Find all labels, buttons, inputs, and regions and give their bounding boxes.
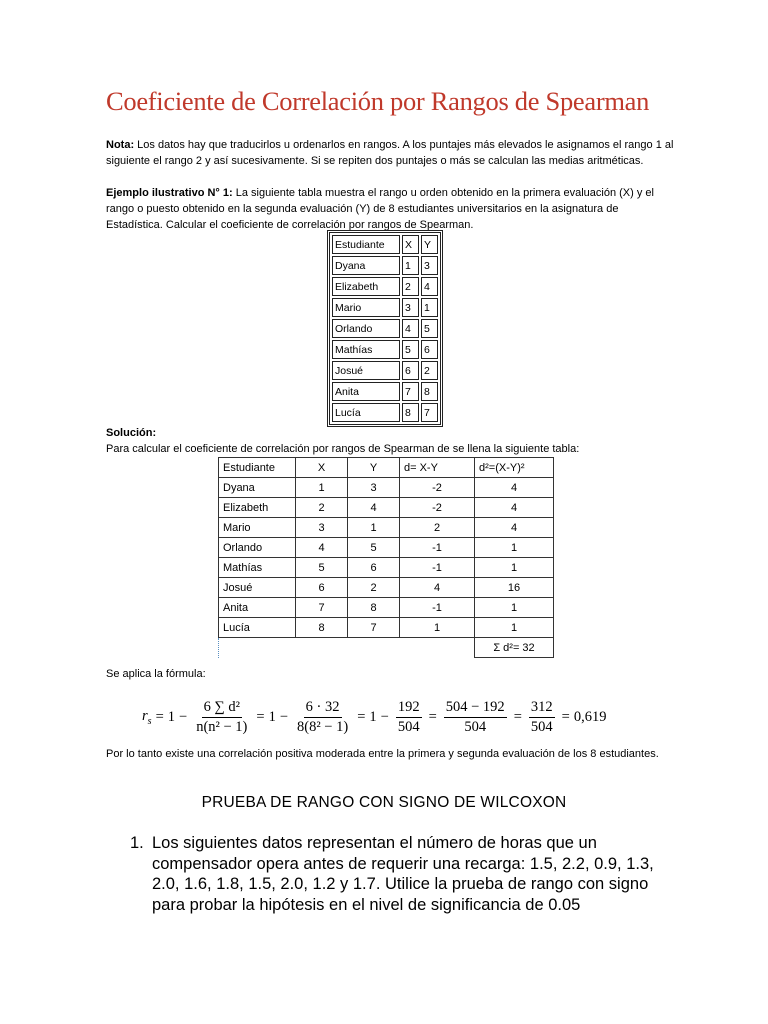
fraction-common <box>444 699 507 736</box>
table-cell: 2 <box>421 361 438 380</box>
section-heading: PRUEBA DE RANGO CON SIGNO DE WILCOXON <box>201 794 567 811</box>
formula-subscript: s <box>147 715 152 727</box>
table-row <box>219 518 554 538</box>
table-cell: Lucía <box>219 618 296 638</box>
header-cell: Estudiante <box>332 235 400 254</box>
fraction-numerator: 6 · 32 <box>304 699 342 718</box>
table-cell: 8 <box>348 598 400 618</box>
table-cell: 4 <box>475 518 554 538</box>
table-cell: 8 <box>402 403 419 422</box>
table-cell: 2 <box>400 518 475 538</box>
equals-sign: = <box>428 708 437 725</box>
equals-sign: = <box>357 708 366 725</box>
table-row <box>219 498 554 518</box>
table-cell: 7 <box>296 598 348 618</box>
table-cell: 3 <box>402 298 419 317</box>
fraction-simplified <box>396 699 422 736</box>
table-cell: Orlando <box>219 538 296 558</box>
table-cell: 8 <box>296 618 348 638</box>
fraction-numerator: 6 ∑ d² <box>202 699 242 718</box>
header-cell: Y <box>348 458 400 478</box>
fraction-numerator: 192 <box>396 699 422 718</box>
formula-intro: Se aplica la fórmula: <box>106 668 206 680</box>
fraction-denominator: n(n² − 1) <box>196 718 248 735</box>
table-row <box>332 361 438 380</box>
example-paragraph <box>106 185 676 233</box>
table-row <box>219 598 554 618</box>
table-row <box>332 319 438 338</box>
table-cell: 5 <box>421 319 438 338</box>
table-header-row <box>332 235 438 254</box>
table-cell: 6 <box>348 558 400 578</box>
table-row <box>332 403 438 422</box>
table-header-row <box>219 458 554 478</box>
fraction-denominator: 504 <box>464 718 487 735</box>
empty-cell <box>219 638 475 658</box>
table-cell: Mario <box>219 518 296 538</box>
table-cell: -1 <box>400 538 475 558</box>
table-cell: -1 <box>400 598 475 618</box>
fraction-denominator: 8(8² − 1) <box>297 718 349 735</box>
table-cell: 1 <box>348 518 400 538</box>
table-cell: Mathías <box>332 340 400 359</box>
table-cell: 1 <box>421 298 438 317</box>
table-cell: 6 <box>296 578 348 598</box>
table-row <box>219 578 554 598</box>
table-cell: 3 <box>348 478 400 498</box>
table-cell: Dyana <box>219 478 296 498</box>
table-cell: -2 <box>400 498 475 518</box>
table-cell: 1 <box>402 256 419 275</box>
note-text: Los datos hay que traducirlos u ordenarlos en rangos. A los puntajes más elevados le asignamos el rango 1 al siguiente el rango 2 y así sucesivamente. Si se repiten dos puntajes o más se calculan las medias aritméticas. <box>106 139 674 167</box>
fraction-general <box>194 699 249 736</box>
table-cell: Anita <box>332 382 400 401</box>
table-cell: 4 <box>475 498 554 518</box>
table-cell: 7 <box>348 618 400 638</box>
table-cell: 4 <box>402 319 419 338</box>
table-cell: Josué <box>219 578 296 598</box>
table-row <box>332 340 438 359</box>
table-row <box>332 256 438 275</box>
exercise-item <box>130 833 660 915</box>
formula-one: 1 <box>369 708 377 725</box>
formula-result: 0,619 <box>573 708 607 725</box>
table-cell: Orlando <box>332 319 400 338</box>
example-label: Ejemplo ilustrativo N° 1: <box>106 187 233 199</box>
exercise-number: 1. <box>130 834 144 852</box>
table-cell: 3 <box>296 518 348 538</box>
header-cell: Estudiante <box>219 458 296 478</box>
equals-sign: = <box>155 708 164 725</box>
minus-sign: − <box>179 708 188 725</box>
table-cell: Josué <box>332 361 400 380</box>
table-row <box>219 538 554 558</box>
table-cell: 4 <box>296 538 348 558</box>
table-cell: 5 <box>402 340 419 359</box>
table-cell: -1 <box>400 558 475 578</box>
table-cell: 2 <box>296 498 348 518</box>
table-cell: 4 <box>421 277 438 296</box>
note-label: Nota: <box>106 139 135 151</box>
header-cell: Y <box>421 235 438 254</box>
equals-sign: = <box>561 708 570 725</box>
table-cell: 4 <box>475 478 554 498</box>
table-cell: 2 <box>402 277 419 296</box>
table-cell: 1 <box>475 618 554 638</box>
table-cell: 3 <box>421 256 438 275</box>
table-cell: 6 <box>402 361 419 380</box>
table-row <box>332 298 438 317</box>
page-title: Coeficiente de Correlación por Rangos de Spearman <box>106 86 650 116</box>
formula-r: r <box>142 707 148 724</box>
table-cell: Dyana <box>332 256 400 275</box>
solution-label: Solución: <box>106 427 157 439</box>
table-cell: 4 <box>348 498 400 518</box>
table-cell: Elizabeth <box>332 277 400 296</box>
fraction-final <box>529 699 555 736</box>
header-cell: X <box>402 235 419 254</box>
equals-sign: = <box>513 708 522 725</box>
table-cell: -2 <box>400 478 475 498</box>
table-row <box>219 558 554 578</box>
ranks-table <box>327 230 443 427</box>
solution-text: Para calcular el coeficiente de correlación por rangos de Spearman de se llena la siguiente tabla: <box>106 443 580 455</box>
example-text: La siguiente tabla muestra el rango u orden obtenido en la primera evaluación (X) y el rango o puesto obtenido en la segunda evaluación (Y) de 8 estudiantes universitarios en la asignatura de Estadística. Calcular el coeficiente de correlación por rangos de Spearman. <box>106 187 654 231</box>
header-cell: d= X-Y <box>400 458 475 478</box>
table-cell: 8 <box>421 382 438 401</box>
solution-paragraph <box>106 425 676 457</box>
minus-sign: − <box>380 708 389 725</box>
fraction-denominator: 504 <box>397 718 420 735</box>
table-row <box>332 277 438 296</box>
note-paragraph <box>106 137 676 169</box>
formula-one: 1 <box>268 708 276 725</box>
table-sum-row <box>219 638 554 658</box>
formula-lhs <box>142 708 152 727</box>
formula-one: 1 <box>167 708 175 725</box>
exercise-text: Los siguientes datos representan el número de horas que un compensador opera antes de requerir una recarga: 1.5, 2.2, 0.9, 1.3, 2.0, 1.6, 1.8, 1.5, 2.0, 1.2 y 1.7. Utilice la prueba de rango con signo para probar la hipótesis en el nivel de significancia de 0.05 <box>152 834 654 914</box>
table-row <box>219 478 554 498</box>
table-cell: 5 <box>296 558 348 578</box>
table-cell: 7 <box>421 403 438 422</box>
differences-table <box>218 457 554 658</box>
table-cell: 4 <box>400 578 475 598</box>
spearman-formula <box>142 694 606 740</box>
equals-sign: = <box>256 708 265 725</box>
table-cell: 1 <box>475 598 554 618</box>
fraction-substituted <box>295 699 350 736</box>
table-cell: 6 <box>421 340 438 359</box>
table-cell: Anita <box>219 598 296 618</box>
table-cell: Lucía <box>332 403 400 422</box>
table-cell: Elizabeth <box>219 498 296 518</box>
table-cell: 1 <box>296 478 348 498</box>
header-cell: d²=(X-Y)² <box>475 458 554 478</box>
fraction-numerator: 504 − 192 <box>444 699 507 718</box>
table-cell: 1 <box>475 538 554 558</box>
table-cell: 1 <box>475 558 554 578</box>
table-cell: 1 <box>400 618 475 638</box>
table-cell: 7 <box>402 382 419 401</box>
fraction-denominator: 504 <box>530 718 553 735</box>
minus-sign: − <box>279 708 288 725</box>
sum-cell: Σ d²= 32 <box>475 638 554 658</box>
table-cell: Mario <box>332 298 400 317</box>
table-cell: 5 <box>348 538 400 558</box>
header-cell: X <box>296 458 348 478</box>
fraction-numerator: 312 <box>529 699 555 718</box>
table-cell: 2 <box>348 578 400 598</box>
conclusion-paragraph: Por lo tanto existe una correlación positiva moderada entre la primera y segunda evaluación de los 8 estudiantes. <box>106 748 659 760</box>
table-cell: Mathías <box>219 558 296 578</box>
table-cell: 16 <box>475 578 554 598</box>
table-row <box>332 382 438 401</box>
table-row <box>219 618 554 638</box>
